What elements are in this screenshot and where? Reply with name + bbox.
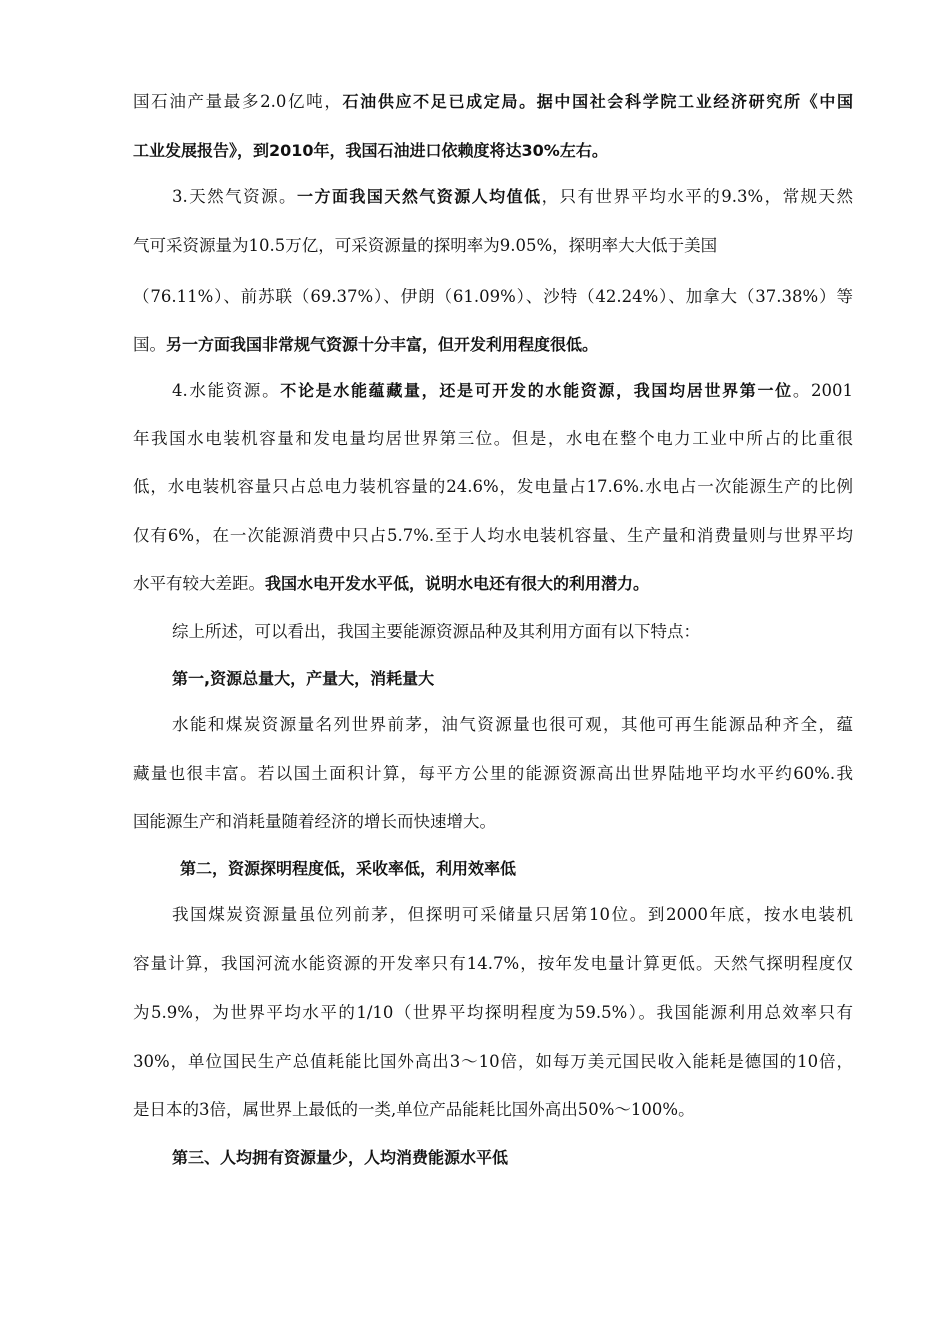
text-span: 3.天然气资源。 <box>172 187 298 206</box>
point2-line-4: 30%，单位国民生产总值耗能比国外高出3～10倍，如每万美元国民收入能耗是德国的10倍， <box>133 1052 853 1071</box>
hydro-line-4: 仅有6%，在一次能源消费中只占5.7%.至于人均水电装机容量、生产量和消费量则与世界平均 <box>133 526 853 545</box>
oil-line-1 <box>133 90 853 114</box>
point1-line-2: 藏量也很丰富。若以国土面积计算，每平方公里的能源资源高出世界陆地平均水平约60%.我 <box>133 764 853 783</box>
point2-line-5: 是日本的3倍，属世界上最低的一类,单位产品能耗比国外高出50%～100%。 <box>133 1100 695 1119</box>
oil-line-2 <box>133 139 853 163</box>
gas-line-3: （76.11%）、前苏联（69.37%）、伊朗（61.09%）、沙特（42.24%）、加拿大（37.38%）等 <box>133 287 853 306</box>
gas-line-1 <box>172 185 853 209</box>
text-span: ，只有世界平均水平的9.3%，常规天然 <box>541 187 853 206</box>
bold-span: 不论是水能蕴藏量，还是可开发的水能资源，我国均居世界第一位 <box>280 381 793 400</box>
point2-line-3: 为5.9%，为世界平均水平的1/10（世界平均探明程度为59.5%）。我国能源利用总效率只有 <box>133 1003 853 1022</box>
point1-line-1: 水能和煤炭资源量名列世界前茅，油气资源量也很可观，其他可再生能源品种齐全，蕴 <box>172 715 853 734</box>
text-span: 国石油产量最多2.0亿吨， <box>133 92 343 111</box>
text-span: 。2001 <box>792 381 853 400</box>
text-span: 国。 <box>133 335 166 354</box>
bold-span: 工业发展报告》，到2010年，我国石油进口依赖度将达30%左右。 <box>133 141 608 160</box>
text-span: 4.水能资源。 <box>172 381 281 400</box>
gas-line-4 <box>133 333 853 357</box>
point2-line-2: 容量计算，我国河流水能资源的开发率只有14.7%，按年发电量计算更低。天然气探明程度仅 <box>133 954 853 973</box>
hydro-line-1 <box>172 379 853 403</box>
point1-line-3: 国能源生产和消耗量随着经济的增长而快速增大。 <box>133 812 496 831</box>
summary-line: 综上所述，可以看出，我国主要能源资源品种及其利用方面有以下特点： <box>172 622 700 641</box>
point3-heading: 第三、人均拥有资源量少，人均消费能源水平低 <box>172 1148 509 1167</box>
gas-line-2: 气可采资源量为10.5万亿，可采资源量的探明率为9.05%，探明率大大低于美国 <box>133 236 718 255</box>
point2-heading: 第二，资源探明程度低，采收率低，利用效率低 <box>180 859 517 878</box>
hydro-line-5 <box>133 572 853 596</box>
point1-heading: 第一,资源总量大，产量大，消耗量大 <box>172 669 435 688</box>
bold-span: 另一方面我国非常规气资源十分丰富，但开发利用程度很低。 <box>166 335 599 354</box>
bold-span: 石油供应不足已成定局。据中国社会科学院工业经济研究所《中国 <box>342 92 853 111</box>
text-span: 水平有较大差距。 <box>133 574 265 593</box>
point2-line-1: 我国煤炭资源量虽位列前茅，但探明可采储量只居第10位。到2000年底，按水电装机 <box>172 905 853 924</box>
bold-span: 我国水电开发水平低，说明水电还有很大的利用潜力。 <box>265 574 650 593</box>
hydro-line-2: 年我国水电装机容量和发电量均居世界第三位。但是，水电在整个电力工业中所占的比重很 <box>133 429 853 448</box>
bold-span: 一方面我国天然气资源人均值低 <box>297 187 542 206</box>
hydro-line-3: 低，水电装机容量只占总电力装机容量的24.6%，发电量占17.6%.水电占一次能源生产的比例 <box>133 477 853 496</box>
